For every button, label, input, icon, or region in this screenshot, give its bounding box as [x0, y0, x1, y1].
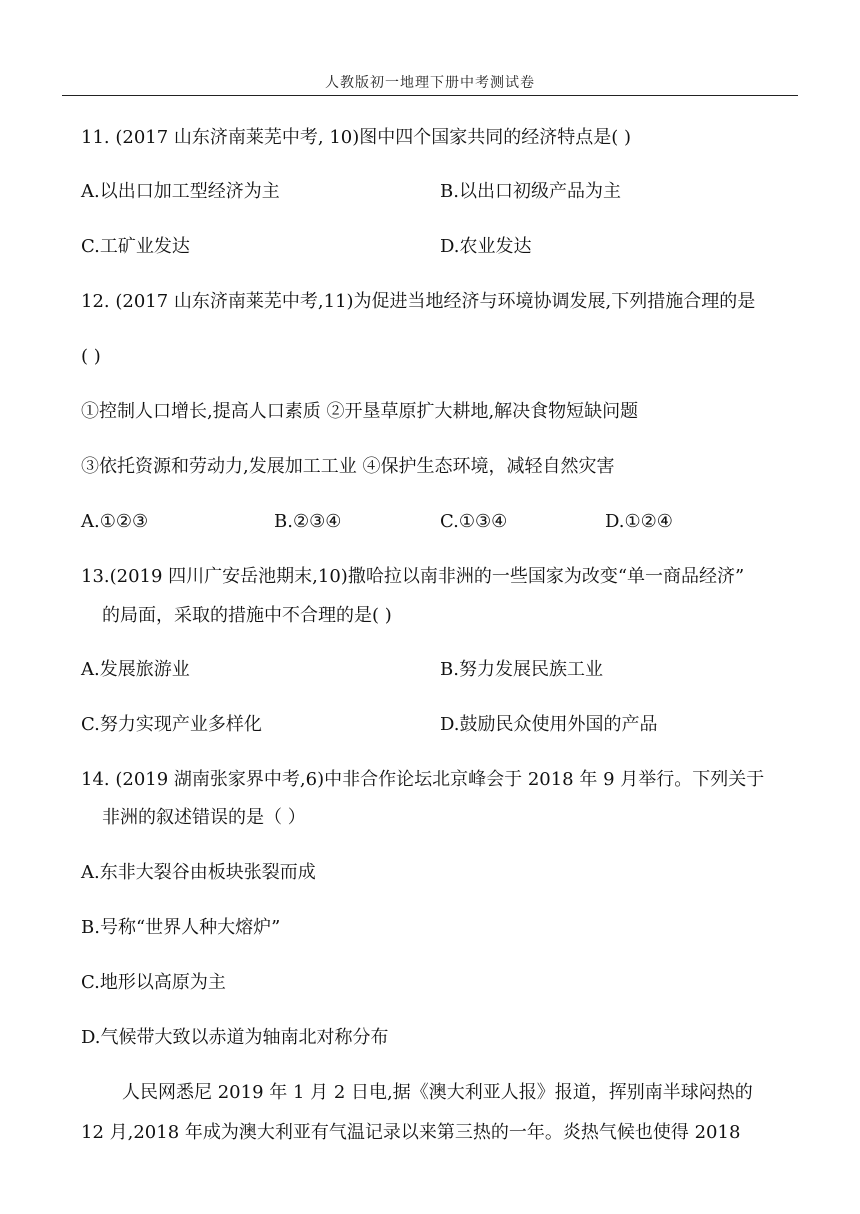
q14-option-b: B.号称“世界人种大熔炉” [81, 917, 281, 938]
q14-option-a: A.东非大裂谷由板块张裂而成 [81, 862, 316, 883]
q13-option-a: A.发展旅游业 [81, 659, 190, 680]
page-header: 人教版初一地理下册中考测试卷 [325, 75, 535, 91]
q13-option-c: C.努力实现产业多样化 [81, 714, 262, 735]
header-rule [62, 95, 798, 96]
q11-option-c: C.工矿业发达 [81, 236, 190, 257]
q12-statements-1: ①控制人口增长,提高人口素质 ②开垦草原扩大耕地,解决食物短缺问题 [81, 401, 639, 422]
q14-option-c: C.地形以高原为主 [81, 972, 226, 993]
q13-stem: 13.(2019 四川广安岳池期末,10)撒哈拉以南非洲的一些国家为改变“单一商品经济” [81, 566, 745, 587]
q11-option-a: A.以出口加工型经济为主 [81, 181, 280, 202]
q12-option-b: B.②③④ [274, 511, 342, 532]
q12-stem-cont: ( ) [81, 346, 101, 367]
q11-stem: 11. (2017 山东济南莱芜中考, 10)图中四个国家共同的经济特点是( ) [81, 127, 632, 148]
q13-option-d: D.鼓励民众使用外国的产品 [440, 714, 658, 735]
q11-option-b: B.以出口初级产品为主 [440, 181, 621, 202]
q12-option-c: C.①③④ [440, 511, 508, 532]
q12-option-d: D.①②④ [605, 511, 673, 532]
q14-stem: 14. (2019 湖南张家界中考,6)中非合作论坛北京峰会于 2018 年 9 月举行。下列关于 [81, 769, 765, 790]
passage-line-2: 12 月,2018 年成为澳大利亚有气温记录以来第三热的一年。炎热气候也使得 2018 [81, 1122, 741, 1143]
q12-statements-2: ③依托资源和劳动力,发展加工工业 ④保护生态环境，减轻自然灾害 [81, 456, 615, 477]
q13-stem-cont: 的局面，采取的措施中不合理的是( ) [102, 605, 392, 626]
q14-option-d: D.气候带大致以赤道为轴南北对称分布 [81, 1027, 389, 1048]
q12-option-a: A.①②③ [81, 511, 149, 532]
q13-option-b: B.努力发展民族工业 [440, 659, 603, 680]
q12-stem: 12. (2017 山东济南莱芜中考,11)为促进当地经济与环境协调发展,下列措施合理的是 [81, 291, 756, 312]
q11-option-d: D.农业发达 [440, 236, 532, 257]
passage-line-1: 人民网悉尼 2019 年 1 月 2 日电,据《澳大利亚人报》报道，挥别南半球闷热的 [122, 1082, 753, 1103]
q14-stem-cont: 非洲的叙述错误的是（ ） [102, 807, 306, 828]
